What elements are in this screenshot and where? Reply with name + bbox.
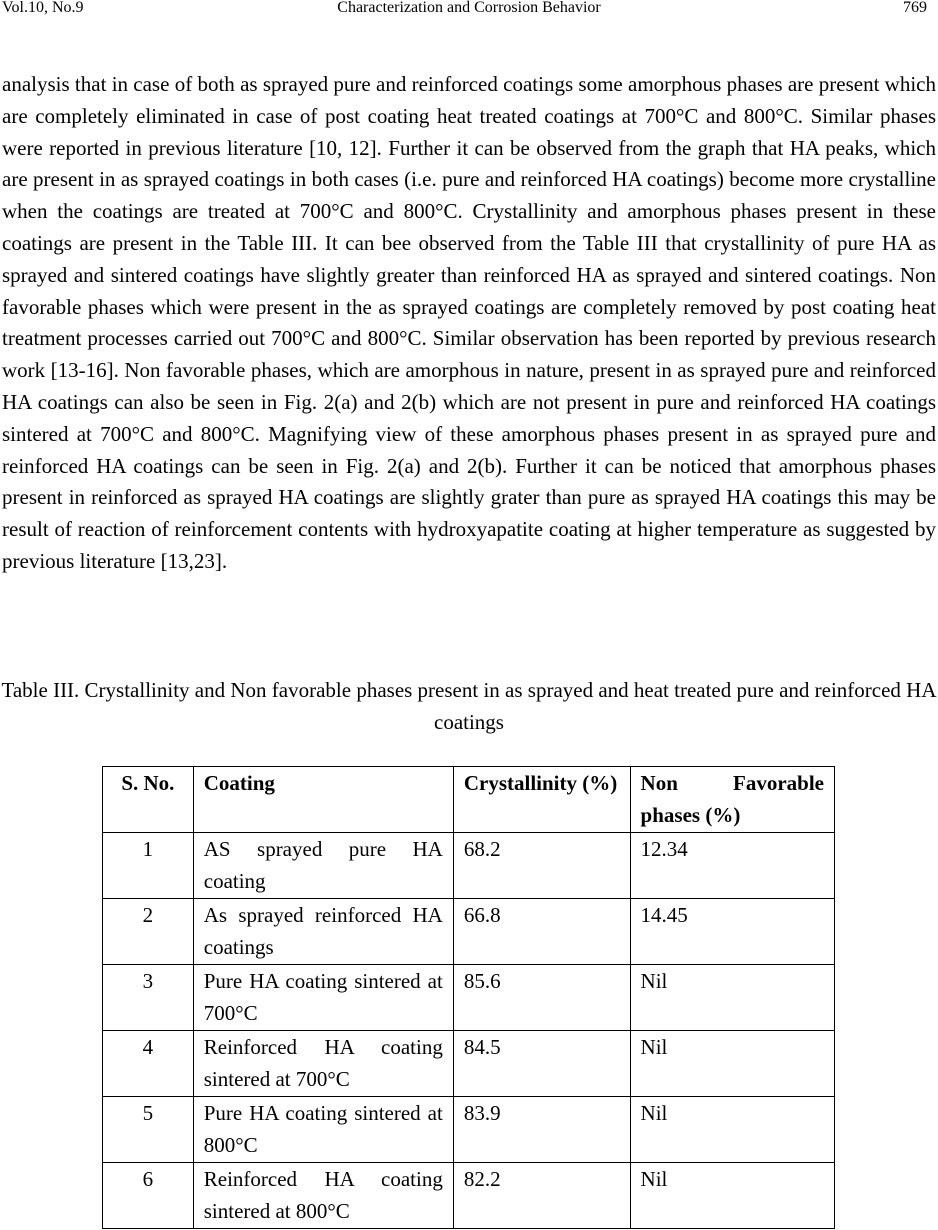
cell-non-favorable: Nil <box>630 1031 834 1097</box>
cell-crystallinity: 66.8 <box>453 899 630 965</box>
cell-crystallinity: 82.2 <box>453 1163 630 1229</box>
table-row <box>103 1031 835 1097</box>
cell-sno: 4 <box>103 1031 194 1097</box>
header-non-favorable: Non Favorable phases (%) <box>630 767 834 833</box>
cell-non-favorable: Nil <box>630 1163 834 1229</box>
table-row <box>103 833 835 899</box>
table-row <box>103 1097 835 1163</box>
cell-non-favorable: Nil <box>630 965 834 1031</box>
cell-crystallinity: 83.9 <box>453 1097 630 1163</box>
cell-sno: 2 <box>103 899 194 965</box>
cell-coating: Pure HA coating sintered at 700°C <box>193 965 453 1031</box>
running-title: Characterization and Corrosion Behavior <box>337 0 601 16</box>
cell-crystallinity: 68.2 <box>453 833 630 899</box>
cell-crystallinity: 84.5 <box>453 1031 630 1097</box>
cell-coating: Reinforced HA coating sintered at 800°C <box>193 1163 453 1229</box>
table-caption: Table III. Crystallinity and Non favorable phases present in as sprayed and heat treated pure and reinforced HA coatings <box>1 678 937 734</box>
cell-sno: 3 <box>103 965 194 1031</box>
journal-volume: Vol.10, No.9 <box>2 0 84 16</box>
header-sno: S. No. <box>103 767 194 833</box>
cell-sno: 6 <box>103 1163 194 1229</box>
table-row <box>103 899 835 965</box>
cell-non-favorable: Nil <box>630 1097 834 1163</box>
cell-sno: 1 <box>103 833 194 899</box>
cell-coating: As sprayed reinforced HA coatings <box>193 899 453 965</box>
cell-non-favorable: 14.45 <box>630 899 834 965</box>
crystallinity-table <box>102 766 835 1229</box>
table-header-row <box>103 767 835 833</box>
cell-coating: Pure HA coating sintered at 800°C <box>193 1097 453 1163</box>
header-crystallinity: Crystallinity (%) <box>453 767 630 833</box>
cell-crystallinity: 85.6 <box>453 965 630 1031</box>
body-paragraph: analysis that in case of both as sprayed pure and reinforced coatings some amorphous phases are present which are completely eliminated in case of post coating heat treated coatings at 700°C and 800°C. Similar phases were reported in previous literature [10, 12]. Further it can be observed from the graph that HA peaks, which are present in as sprayed coatings in both cases (i.e. pure and reinforced HA coatings) become more crystalline when the coatings are treated at 700°C and 800°C. Crystallinity and amorphous phases present in these coatings are present in the Table III. It can bee observed from the Table III that crystallinity of pure HA as sprayed and sintered coatings have slightly greater than reinforced HA as sprayed and sintered coatings. Non favorable phases which were present in the as sprayed coatings are completely removed by post coating heat treatment processes carried out 700°C and 800°C. Similar observation has been reported by previous research work [13-16]. Non favorable phases, which are amorphous in nature, present in as sprayed pure and reinforced HA coatings can also be seen in Fig. 2(a) and 2(b) which are not present in pure and reinforced HA coatings sintered at 700°C and 800°C. Magnifying view of these amorphous phases present in as sprayed pure and reinforced HA coatings can be seen in Fig. 2(a) and 2(b). Further it can be noticed that amorphous phases present in reinforced as sprayed HA coatings are slightly grater than pure as sprayed HA coatings this may be result of reaction of reinforcement contents with hydroxyapatite coating at higher temperature as suggested by previous literature [13,23]. <box>2 72 936 573</box>
cell-non-favorable: 12.34 <box>630 833 834 899</box>
table-row <box>103 1163 835 1229</box>
header-coating: Coating <box>193 767 453 833</box>
cell-coating: AS sprayed pure HA coating <box>193 833 453 899</box>
cell-sno: 5 <box>103 1097 194 1163</box>
page-number: 769 <box>903 0 927 16</box>
cell-coating: Reinforced HA coating sintered at 700°C <box>193 1031 453 1097</box>
table-row <box>103 965 835 1031</box>
running-header <box>0 0 938 20</box>
